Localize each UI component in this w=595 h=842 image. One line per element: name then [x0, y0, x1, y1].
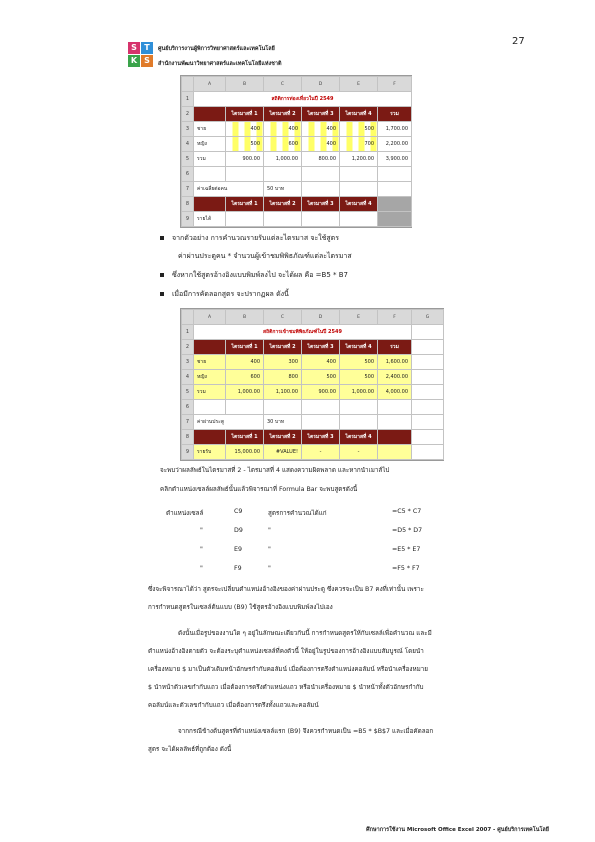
corner-cell	[182, 77, 194, 92]
col-header: C	[264, 77, 302, 92]
header-cell: ไตรมาสที่ 3	[302, 107, 340, 122]
data-cell: 400	[302, 122, 340, 137]
data-cell: 900.00	[302, 385, 340, 400]
cell-ref: E9	[234, 546, 242, 553]
col-header: E	[340, 310, 378, 325]
header-cell: ไตรมาสที่ 4	[340, 107, 378, 122]
formula-text: =F5 * F7	[392, 565, 420, 572]
cell-ref: F9	[234, 565, 242, 572]
data-cell: 800	[264, 370, 302, 385]
data-cell: -	[302, 445, 340, 460]
row-header: 6	[182, 400, 194, 415]
data-cell: 400	[302, 137, 340, 152]
sheet-title: สถิติการเข้าชมพิพิธภัณฑ์ในปี 2549	[194, 325, 412, 340]
header-cell: รวม	[378, 340, 412, 355]
page-number: 27	[512, 36, 525, 47]
data-cell: 500	[302, 370, 340, 385]
data-cell: 400	[264, 122, 302, 137]
row-header: 1	[182, 325, 194, 340]
data-cell: #VALUE!	[264, 445, 302, 460]
col-header: G	[412, 310, 444, 325]
col-header: B	[226, 77, 264, 92]
header-cell	[194, 197, 226, 212]
row-label: หญิง	[194, 370, 226, 385]
col-header: A	[194, 77, 226, 92]
corner-cell	[182, 310, 194, 325]
row-header: 3	[182, 355, 194, 370]
header-cell: ไตรมาสที่ 2	[264, 197, 302, 212]
row-header: 7	[182, 182, 194, 197]
formula-label: "	[268, 527, 271, 534]
cell-label: "	[200, 546, 203, 553]
header-cell: รวม	[378, 107, 412, 122]
row-header: 9	[182, 212, 194, 227]
row-label: ชาย	[194, 122, 226, 137]
bullet-item	[160, 233, 339, 244]
paragraph-line: จะพบว่าผลลัพธ์ในไตรมาสที่ 2 - ไตรมาสที่ 4 แสดงความผิดพลาด และหากนำเมาส์ไป	[160, 467, 390, 474]
data-cell: 3,900.00	[378, 152, 412, 167]
header-cell	[194, 430, 226, 445]
header-cell	[378, 430, 412, 445]
data-cell: 4,000.00	[378, 385, 412, 400]
formula-label: "	[268, 565, 271, 572]
table-row	[182, 370, 444, 385]
paragraph-line: $ นำหน้าตัวเลขกำกับแถว เมื่อต้องการตรึงตำแหน่งแถว หรือนำเครื่องหมาย $ นำหน้าทั้งตัวอักษรกำกับ	[148, 684, 424, 691]
data-cell: 50 บาท	[264, 182, 302, 197]
formula-text: =D5 * D7	[392, 527, 423, 534]
data-cell: 400	[226, 355, 264, 370]
header-cell: ไตรมาสที่ 2	[264, 430, 302, 445]
cell-ref: C9	[234, 508, 243, 515]
col-header: F	[378, 77, 412, 92]
data-cell: 500	[340, 355, 378, 370]
row-header: 5	[182, 385, 194, 400]
col-header: B	[226, 310, 264, 325]
header-cell	[194, 107, 226, 122]
bullet-text: เมื่อมีการคัดลอกสูตร จะปรากฏผล ดังนี้	[172, 290, 289, 298]
data-cell: 800.00	[302, 152, 340, 167]
data-cell: 700	[340, 137, 378, 152]
logo-letter-k: K	[128, 55, 140, 67]
header-cell: ไตรมาสที่ 2	[264, 340, 302, 355]
table-row	[182, 152, 412, 167]
data-cell: 500	[340, 122, 378, 137]
table-row	[182, 137, 412, 152]
stks-logo	[128, 38, 154, 72]
col-header: D	[302, 77, 340, 92]
paragraph-line: ตำแหน่งอ้างอิงตายตัว จะต้องระบุตำแหน่งเซลล์ที่คงตัวนี้ ให้อยู่ในรูปของการอ้างอิงแบบสัมบูรณ์ โดยนำ	[148, 648, 424, 655]
data-cell: 1,000.00	[340, 385, 378, 400]
header-cell: ไตรมาสที่ 2	[264, 107, 302, 122]
data-cell: 400	[302, 355, 340, 370]
data-cell: -	[340, 445, 378, 460]
page-footer: ศึกษาการใช้งาน Microsoft Office Excel 2007 - ศูนย์บริการเทคโนโลยี	[366, 827, 549, 833]
row-header: 8	[182, 430, 194, 445]
paragraph-line: จากกรณีข้างต้นสูตรที่ตำแหน่งเซลล์แรก (B9) จึงควรกำหนดเป็น =B5 * $B$7 และเมื่อคัดลอก	[178, 728, 434, 735]
row-label: ชาย	[194, 355, 226, 370]
paragraph-line: คลิกตำแหน่งเซลล์ผลลัพธ์นั้นแล้วพิจารณาที่ Formula Bar จะพบสูตรดังนี้	[160, 486, 358, 493]
row-label: ค่าผ่านประตู	[194, 415, 264, 430]
col-header: F	[378, 310, 412, 325]
column-header-row	[182, 310, 444, 325]
data-cell: 1,200.00	[340, 152, 378, 167]
row-header: 4	[182, 370, 194, 385]
row-header: 3	[182, 122, 194, 137]
bullet-dot	[160, 236, 164, 240]
formula-label: "	[268, 546, 271, 553]
org-name-line1: ศูนย์บริการงานผู้พิการวิทยาศาสตร์และเทคโนโลยี	[158, 46, 275, 52]
table-row	[182, 355, 444, 370]
cell-label: "	[200, 527, 203, 534]
header-cell: ไตรมาสที่ 4	[340, 340, 378, 355]
data-cell: 1,600.00	[378, 355, 412, 370]
row-label: รายได้	[194, 212, 226, 227]
data-cell: 1,700.00	[378, 122, 412, 137]
sheet-title: สถิติการท่องเที่ยวในปี 2549	[194, 92, 412, 107]
header-cell: ไตรมาสที่ 1	[226, 197, 264, 212]
row-header: 5	[182, 152, 194, 167]
data-cell: 500	[226, 137, 264, 152]
data-cell: 600	[264, 137, 302, 152]
paragraph-line: ดังนั้นเมื่อรูปของงานใด ๆ อยู่ในลักษณะเดียวกันนี้ การกำหนดสูตรให้กับเซลล์เพื่อคำนวณ และมี	[178, 630, 432, 637]
header-cell: ไตรมาสที่ 4	[340, 430, 378, 445]
row-label: หญิง	[194, 137, 226, 152]
paragraph-line: สูตร จะได้ผลลัพธ์ที่ถูกต้อง ดังนี้	[148, 746, 232, 753]
row-label: รวม	[194, 152, 226, 167]
data-cell: 1,100.00	[264, 385, 302, 400]
org-name-line2: สำนักงานพัฒนาวิทยาศาสตร์และเทคโนโลยีแห่งชาติ	[158, 61, 282, 67]
data-cell: 300	[264, 355, 302, 370]
data-cell: 30 บาท	[264, 415, 302, 430]
bullet-text: ค่าผ่านประตูคน * จำนวนผู้เข้าชมพิพิธภัณฑ์แต่ละไตรมาส	[178, 252, 352, 260]
row-header: 7	[182, 415, 194, 430]
row-header: 9	[182, 445, 194, 460]
bullet-text: จากตัวอย่าง การคำนวณรายรับแต่ละไตรมาส จะใช้สูตร	[172, 234, 339, 242]
header-cell: ไตรมาสที่ 1	[226, 107, 264, 122]
row-label: รวม	[194, 385, 226, 400]
row-header: 1	[182, 92, 194, 107]
grey-cell	[378, 212, 412, 227]
paragraph-line: การกำหนดสูตรในเซลล์ต้นแบบ (B9) ใช้สูตรอ้างอิงแบบพิมพ์ลงไปเอง	[148, 604, 333, 611]
data-cell: 900.00	[226, 152, 264, 167]
logo-letter-s2: S	[141, 55, 153, 67]
data-cell: 2,400.00	[378, 370, 412, 385]
bullet-dot	[160, 292, 164, 296]
header-cell: ไตรมาสที่ 3	[302, 340, 340, 355]
cell-ref: D9	[234, 527, 243, 534]
header-cell: ไตรมาสที่ 4	[340, 197, 378, 212]
formula-text: =E5 * E7	[392, 546, 421, 553]
data-cell: 1,000.00	[264, 152, 302, 167]
column-header-row	[182, 77, 412, 92]
formula-label: สูตรการคำนวณได้แก่	[268, 510, 327, 517]
paragraph-line: เครื่องหมาย $ มาเป็นตัวเติมหน้าอักษรกำกับคอลัมน์ เมื่อต้องการตรึงตำแหน่งคอลัมน์ หรือนำเครื่องหมาย	[148, 666, 428, 673]
data-cell: 400	[226, 122, 264, 137]
spreadsheet-tourism	[180, 75, 412, 228]
logo-letter-t: T	[141, 42, 153, 54]
row-header: 6	[182, 167, 194, 182]
row-header: 2	[182, 340, 194, 355]
bullet-item	[160, 270, 348, 281]
grey-cell	[378, 197, 412, 212]
formula-text: =C5 * C7	[392, 508, 422, 515]
logo-letter-s: S	[128, 42, 140, 54]
col-header: A	[194, 310, 226, 325]
data-cell: 600	[226, 370, 264, 385]
paragraph-line: ซึ่งจะพิจารณาได้ว่า สูตรจะเปลี่ยนตำแหน่งอ้างอิงของค่าผ่านประตู ซึ่งควรจะเป็น B7 คงที่เท่านั้น เพราะ	[148, 586, 424, 593]
header-cell	[194, 340, 226, 355]
data-cell: 500	[340, 370, 378, 385]
bullet-dot	[160, 273, 164, 277]
data-cell: 15,000.00	[226, 445, 264, 460]
spreadsheet-museum	[180, 308, 444, 461]
header-cell: ไตรมาสที่ 3	[302, 197, 340, 212]
row-header: 8	[182, 197, 194, 212]
bullet-item	[160, 289, 289, 300]
col-header: D	[302, 310, 340, 325]
row-label: ค่าเฉลี่ยต่อคน	[194, 182, 264, 197]
bullet-continuation	[178, 251, 352, 262]
paragraph-line: คอลัมน์และตัวเลขกำกับแถว เมื่อต้องการตรึงทั้งแถวและคอลัมน์	[148, 702, 319, 709]
header-cell: ไตรมาสที่ 3	[302, 430, 340, 445]
table-row	[182, 122, 412, 137]
cell-label: ตำแหน่งเซลล์	[166, 510, 204, 517]
data-cell: 1,000.00	[226, 385, 264, 400]
data-cell	[378, 445, 412, 460]
header-cell: ไตรมาสที่ 1	[226, 430, 264, 445]
bullet-text: ซึ่งหากใช้สูตรอ้างอิงแบบพิมพ์ลงไป จะได้ผล คือ =B5 * B7	[172, 271, 348, 279]
row-header: 4	[182, 137, 194, 152]
col-header: C	[264, 310, 302, 325]
table-row	[182, 385, 444, 400]
header-cell: ไตรมาสที่ 1	[226, 340, 264, 355]
cell-label: "	[200, 565, 203, 572]
row-label: รายรับ	[194, 445, 226, 460]
row-header: 2	[182, 107, 194, 122]
col-header: E	[340, 77, 378, 92]
data-cell: 2,200.00	[378, 137, 412, 152]
